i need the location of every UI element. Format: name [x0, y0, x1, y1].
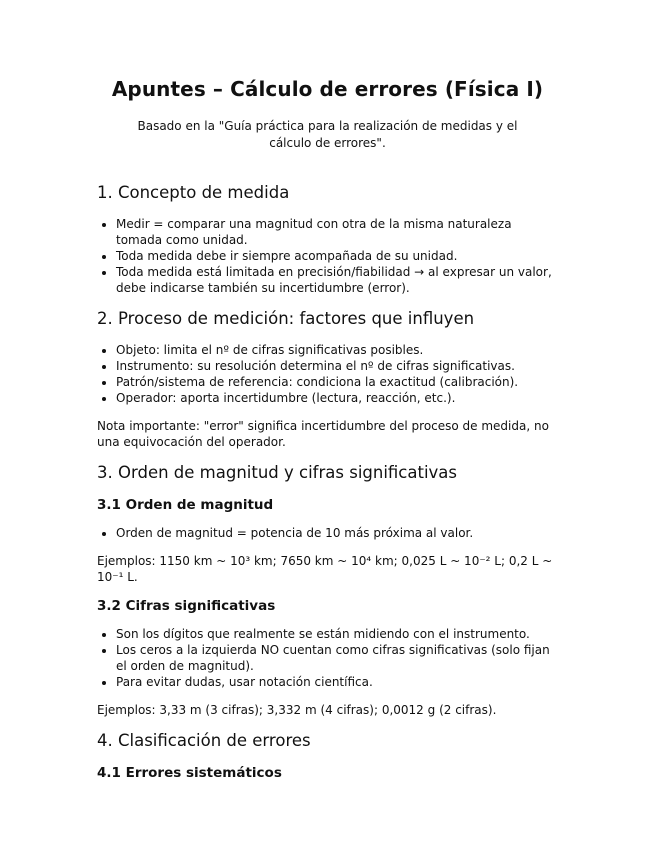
- subsection-3-1-list: [97, 525, 558, 541]
- list-item: • Toda medida está limitada en precisión/fiabilidad → al expresar un valor, debe indicarse también su incertidumbre (error).: [116, 264, 558, 296]
- list-item: • Instrumento: su resolución determina el nº de cifras significativas.: [116, 358, 558, 374]
- list-item: • Operador: aporta incertidumbre (lectura, reacción, etc.).: [116, 390, 558, 406]
- list-item: • Toda medida debe ir siempre acompañada de su unidad.: [116, 248, 558, 264]
- section-2-heading: 2. Proceso de medición: factores que influyen: [97, 309, 475, 328]
- section-2-note: Nota importante: "error" significa incertidumbre del proceso de medida, no una equivocación del operador.: [97, 419, 549, 449]
- document-title: Apuntes – Cálculo de errores (Física I): [111, 77, 544, 101]
- list-item: • Orden de magnitud = potencia de 10 más próxima al valor.: [116, 525, 558, 541]
- list-item: • Patrón/sistema de referencia: condiciona la exactitud (calibración).: [116, 374, 558, 390]
- subsection-3-2-examples: Ejemplos: 3,33 m (3 cifras); 3,332 m (4 cifras); 0,0012 g (2 cifras).: [97, 703, 497, 717]
- section-2-list: [97, 342, 558, 406]
- list-item: • Para evitar dudas, usar notación científica.: [116, 674, 558, 690]
- section-1-heading: 1. Concepto de medida: [97, 183, 290, 202]
- subsection-3-2-list: [97, 626, 558, 690]
- list-item: • Son los dígitos que realmente se están midiendo con el instrumento.: [116, 626, 558, 642]
- subsection-3-2-heading: 3.2 Cifras significativas: [97, 598, 276, 614]
- section-4-heading: 4. Clasificación de errores: [97, 731, 311, 750]
- list-item: • Objeto: limita el nº de cifras significativas posibles.: [116, 342, 558, 358]
- list-item: • Los ceros a la izquierda NO cuentan como cifras significativas (solo fijan el orden de magnitud).: [116, 642, 558, 674]
- list-item: • Medir = comparar una magnitud con otra de la misma naturaleza tomada como unidad.: [116, 216, 558, 248]
- section-1-list: [97, 216, 558, 296]
- subsection-4-1-heading: 4.1 Errores sistemáticos: [97, 765, 282, 781]
- section-3-heading: 3. Orden de magnitud y cifras significativas: [97, 463, 458, 482]
- document-subtitle: Basado en la "Guía práctica para la realización de medidas y el cálculo de errores".: [137, 119, 518, 150]
- subsection-3-1-examples: Ejemplos: 1150 km ~ 10³ km; 7650 km ~ 10⁴ km; 0,025 L ~ 10⁻² L; 0,2 L ~ 10⁻¹ L.: [97, 554, 553, 584]
- subsection-3-1-heading: 3.1 Orden de magnitud: [97, 497, 274, 513]
